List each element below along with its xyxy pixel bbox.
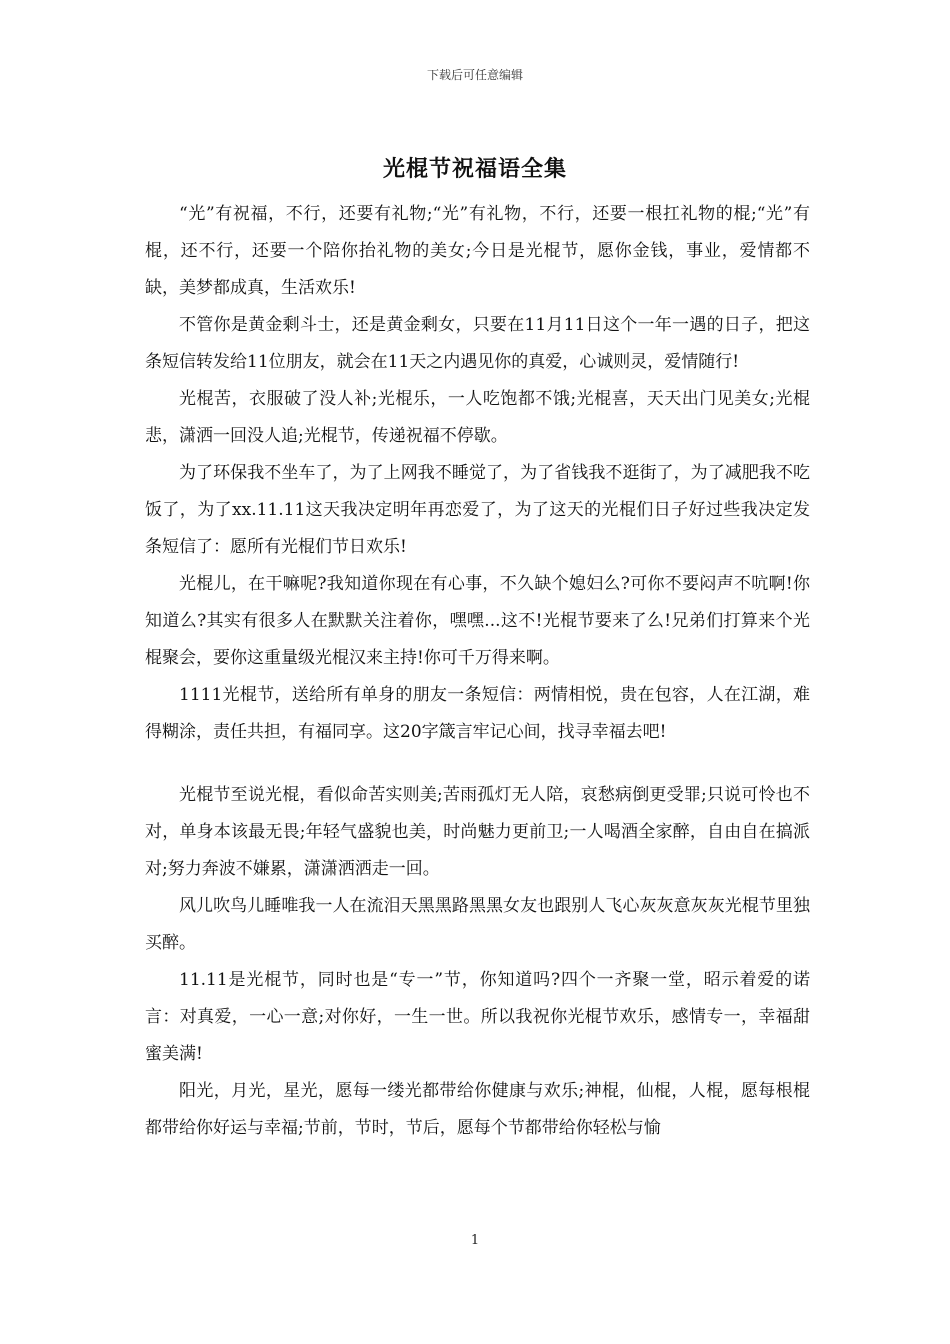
- paragraph: 阳光，月光，星光，愿每一缕光都带给你健康与欢乐;神棍，仙棍，人棍，愿每根棍都带给你好运与幸福;节前，节时，节后，愿每个节都带给你轻松与愉: [145, 1081, 810, 1138]
- paragraph: “光”有祝福，不行，还要有礼物;“光”有礼物，不行，还要一根扛礼物的棍;“光”有棍，还不行，还要一个陪你抬礼物的美女;今日是光棍节，愿你金钱，事业，爱情都不缺，美梦都成真，生活欢乐!: [145, 204, 810, 298]
- paragraph: 光棍苦，衣服破了没人补;光棍乐，一人吃饱都不饿;光棍喜，天天出门见美女;光棍悲，潇洒一回没人追;光棍节，传递祝福不停歇。: [145, 389, 810, 446]
- document-body: [145, 196, 810, 1147]
- paragraph: 11.11是光棍节，同时也是“专一”节，你知道吗?四个一齐聚一堂，昭示着爱的诺言：对真爱，一心一意;对你好，一生一世。所以我祝你光棍节欢乐，感情专一，幸福甜蜜美满!: [145, 970, 810, 1064]
- paragraph-spacer: [145, 751, 810, 777]
- document-title: 光棍节祝福语全集: [382, 156, 567, 182]
- paragraph: 1111光棍节，送给所有单身的朋友一条短信：两情相悦，贵在包容，人在江湖，难得糊涂，责任共担，有福同享。这20字箴言牢记心间，找寻幸福去吧!: [145, 685, 810, 742]
- paragraph: 光棍节至说光棍，看似命苦实则美;苦雨孤灯无人陪，哀愁病倒更受罪;只说可怜也不对，单身本该最无畏;年轻气盛貌也美，时尚魅力更前卫;一人喝酒全家醉，自由自在搞派对;努力奔波不嫌累，潇潇洒洒走一回。: [145, 785, 810, 879]
- paragraph: 风儿吹鸟儿睡唯我一人在流泪天黑黑路黑黑女友也跟别人飞心灰灰意灰灰光棍节里独买醉。: [145, 896, 810, 953]
- paragraph: 为了环保我不坐车了，为了上网我不睡觉了，为了省钱我不逛街了，为了减肥我不吃饭了，为了xx.11.11这天我决定明年再恋爱了，为了这天的光棍们日子好过些我决定发条短信了：愿所有光棍们节日欢乐!: [145, 463, 810, 557]
- paragraph: 光棍儿，在干嘛呢?我知道你现在有心事，不久缺个媳妇么?可你不要闷声不吭啊!你知道么?其实有很多人在默默关注着你，嘿嘿...这不!光棍节要来了么!兄弟们打算来个光棍聚会，要你这重量级光棍汉来主持!你可千万得来啊。: [145, 574, 810, 668]
- page-number: 1: [470, 1233, 480, 1248]
- page-header: 下载后可任意编辑: [426, 68, 523, 82]
- paragraph: 不管你是黄金剩斗士，还是黄金剩女，只要在11月11日这个一年一遇的日子，把这条短信转发给11位朋友，就会在11天之内遇见你的真爱，心诚则灵，爱情随行!: [145, 315, 810, 372]
